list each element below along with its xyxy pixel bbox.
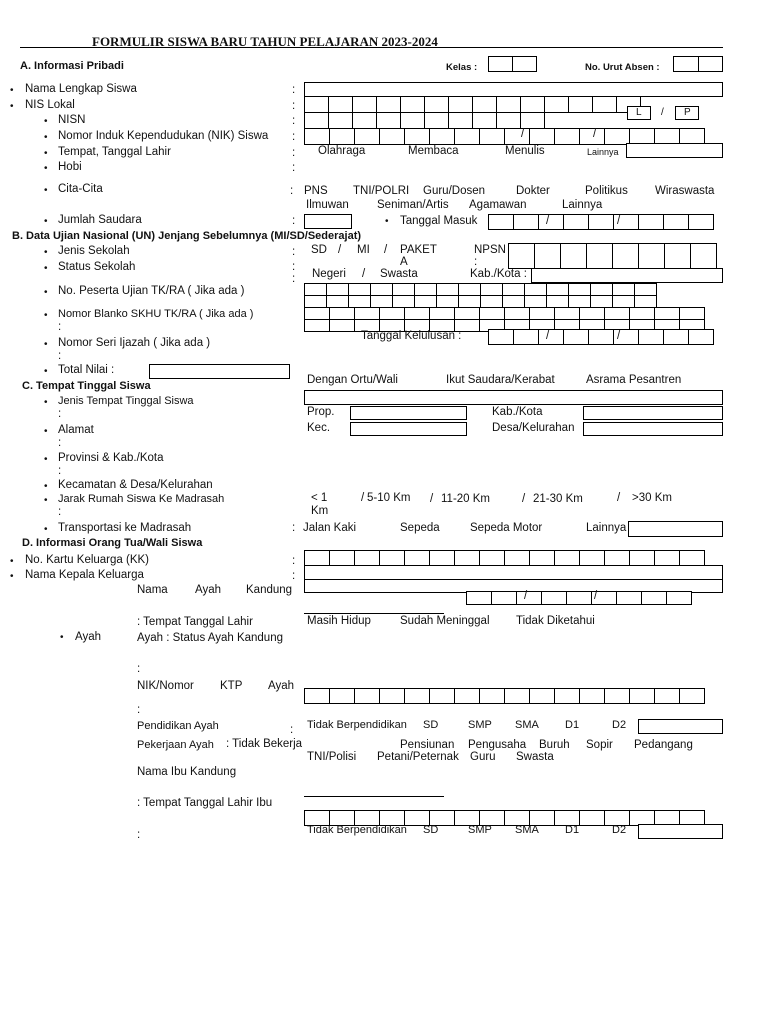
box-cell[interactable] <box>328 112 353 129</box>
kerja-opt-guru[interactable]: Guru <box>470 751 496 763</box>
box-cell[interactable] <box>429 550 455 566</box>
box-cell[interactable] <box>520 112 545 129</box>
total-nilai-input[interactable] <box>149 364 290 379</box>
cita-opt-guru[interactable]: Guru/Dosen <box>423 185 486 197</box>
ttl-label: Tempat, Tanggal Lahir <box>58 146 171 158</box>
colon: : <box>292 522 296 534</box>
desa-input[interactable] <box>583 422 723 436</box>
box-cell[interactable] <box>472 96 497 113</box>
kecamatan-label: Kecamatan & Desa/Kelurahan <box>58 479 213 491</box>
box-cell[interactable] <box>612 243 639 269</box>
kerja-opt-buruh[interactable]: Buruh <box>539 739 570 751</box>
box-cell[interactable] <box>666 591 692 605</box>
box-cell[interactable] <box>544 96 569 113</box>
jarak-opt-2[interactable]: 5-10 Km <box>367 492 411 504</box>
box-cell[interactable] <box>354 128 380 145</box>
colon: : <box>58 350 62 362</box>
box-cell[interactable] <box>588 329 614 345</box>
box-cell[interactable] <box>638 329 664 345</box>
bullet: • <box>44 310 48 321</box>
colon: : <box>292 100 296 112</box>
no-blanko-label: Nomor Blanko SKHU TK/RA ( Jika ada ) <box>58 308 254 320</box>
bullet: • <box>44 524 48 535</box>
jarak-opt-1-km[interactable]: Km <box>311 505 329 517</box>
box-cell[interactable] <box>513 214 539 230</box>
slash: / <box>521 128 525 140</box>
tidak-bekerja-opt[interactable]: : Tidak Bekerja <box>226 738 303 750</box>
box-cell[interactable] <box>488 214 514 230</box>
bullet: • <box>44 247 48 258</box>
section-d-heading: D. Informasi Orang Tua/Wali Siswa <box>22 537 203 549</box>
box-cell[interactable] <box>663 214 689 230</box>
hobi-opt-lainnya[interactable]: Lainnya <box>587 147 619 157</box>
trans-lainnya-input[interactable] <box>628 521 723 537</box>
prop-label: Prop. <box>307 406 335 418</box>
ayah-label: Ayah <box>75 631 102 643</box>
gender-l-label: L <box>636 107 642 118</box>
slash: / <box>361 492 365 504</box>
box-cell[interactable] <box>404 128 430 145</box>
provinsi-label: Provinsi & Kab./Kota <box>58 452 164 464</box>
ibu-tempat-line[interactable] <box>304 796 444 797</box>
kerja-opt-pensiunan[interactable]: Pensiunan <box>400 739 455 751</box>
bullet: • <box>44 454 48 465</box>
box-cell[interactable] <box>448 112 473 129</box>
box-cell[interactable] <box>588 214 614 230</box>
box-cell[interactable] <box>329 319 355 332</box>
box-cell[interactable] <box>429 688 455 704</box>
bullet: • <box>44 495 48 506</box>
box-cell[interactable] <box>304 319 330 332</box>
colon: : <box>292 131 296 143</box>
gender-p-label: P <box>684 107 691 118</box>
box-cell[interactable] <box>534 243 561 269</box>
colon: : <box>58 321 62 333</box>
pend-ibu-opt-sma[interactable]: SMA <box>515 824 539 836</box>
kerja-opt-petani[interactable]: Petani/Peternak <box>377 751 459 763</box>
tanggal-kelulusan-label: Tanggal Kelulusan : <box>361 330 462 342</box>
colon: : <box>292 162 296 174</box>
hobi-opt-menulis[interactable]: Menulis <box>505 145 545 157</box>
nisn-label: NISN <box>58 114 86 126</box>
box-cell[interactable] <box>638 243 665 269</box>
transportasi-label: Transportasi ke Madrasah <box>58 522 192 534</box>
prop-input[interactable] <box>350 406 467 420</box>
bullet: • <box>44 216 48 227</box>
box-cell[interactable] <box>496 96 521 113</box>
bullet: • <box>44 163 48 174</box>
kec-input[interactable] <box>350 422 467 436</box>
bullet: • <box>44 185 48 196</box>
box-cell[interactable] <box>400 112 425 129</box>
jumlah-saudara-input[interactable] <box>304 214 352 229</box>
kec-label: Kec. <box>307 422 331 434</box>
slash: / <box>617 492 621 504</box>
nik-ayah-w3: Ayah <box>268 680 295 692</box>
box-cell[interactable] <box>654 550 680 566</box>
cita-opt-agamawan[interactable]: Agamawan <box>469 199 527 211</box>
box-cell[interactable] <box>488 329 514 345</box>
jarak-label: Jarak Rumah Siswa Ke Madrasah <box>58 493 225 505</box>
box-cell[interactable] <box>586 243 613 269</box>
box-cell[interactable] <box>629 688 655 704</box>
box-cell[interactable] <box>376 96 401 113</box>
no-urut-label: No. Urut Absen : <box>585 62 660 73</box>
colon: : <box>292 570 296 582</box>
no-kk-label: No. Kartu Keluarga (KK) <box>25 554 150 566</box>
box-cell[interactable] <box>566 591 592 605</box>
slash: / <box>384 244 388 256</box>
alamat-input[interactable] <box>304 390 723 405</box>
page-title: FORMULIR SISWA BARU TAHUN PELAJARAN 2023-2024 <box>92 34 438 49</box>
box-cell[interactable] <box>664 243 691 269</box>
box-cell[interactable] <box>604 688 630 704</box>
colon: : <box>58 506 62 518</box>
absen-box-2[interactable] <box>698 56 723 72</box>
colon: : <box>292 147 296 159</box>
jarak-opt-1[interactable]: < 1 <box>311 492 328 504</box>
kerja-opt-pengusaha[interactable]: Pengusaha <box>468 739 527 751</box>
section-c-heading: C. Tempat Tinggal Siswa <box>22 380 151 392</box>
kelas-box-1[interactable] <box>488 56 513 72</box>
box-cell[interactable] <box>379 128 405 145</box>
kepala-label: Nama Kepala Keluarga <box>25 569 144 581</box>
box-cell[interactable] <box>516 591 542 605</box>
box-cell[interactable] <box>329 128 355 145</box>
cita-opt-tni[interactable]: TNI/POLRI <box>353 185 410 197</box>
jumlah-saudara-label: Jumlah Saudara <box>58 214 142 226</box>
bullet: • <box>385 216 389 227</box>
box-cell[interactable] <box>328 96 353 113</box>
colon: : <box>58 437 62 449</box>
box-cell[interactable] <box>529 688 555 704</box>
colon: : <box>58 408 62 420</box>
bullet: • <box>10 571 14 582</box>
box-cell[interactable] <box>513 329 539 345</box>
slash: / <box>546 330 550 342</box>
desa-label: Desa/Kelurahan <box>492 422 575 434</box>
ayah-tempat-line[interactable] <box>304 613 444 614</box>
pend-ayah-opt-d2[interactable]: D2 <box>612 719 627 731</box>
slash: / <box>362 268 366 280</box>
box-cell[interactable] <box>424 96 449 113</box>
box-cell[interactable] <box>491 591 517 605</box>
cita-opt-politikus[interactable]: Politikus <box>585 185 628 197</box>
bullet: • <box>44 132 48 143</box>
box-cell[interactable] <box>579 810 605 826</box>
box-cell[interactable] <box>352 96 377 113</box>
box-cell[interactable] <box>616 591 642 605</box>
nama-input[interactable] <box>304 82 723 97</box>
colon: : <box>292 246 296 258</box>
box-cell[interactable] <box>554 550 580 566</box>
box-cell[interactable] <box>538 214 564 230</box>
pend-ibu-opt-d1[interactable]: D1 <box>565 824 580 836</box>
tinggal-opt-saudara[interactable]: Ikut Saudara/Kerabat <box>446 374 555 386</box>
box-cell[interactable] <box>352 112 377 129</box>
nama-ayah-w3: Kandung <box>246 584 293 596</box>
colon: : <box>137 704 141 716</box>
colon: : <box>137 829 141 841</box>
box-cell[interactable] <box>479 550 505 566</box>
bullet: • <box>44 263 48 274</box>
no-peserta-label: No. Peserta Ujian TK/RA ( Jika ada ) <box>58 285 245 297</box>
colon: : <box>58 465 62 477</box>
box-cell[interactable] <box>329 688 355 704</box>
cita-opt-wiraswasta[interactable]: Wiraswasta <box>655 185 715 197</box>
nama-ayah-w1: Nama <box>137 584 168 596</box>
bullet: • <box>44 287 48 298</box>
cita-opt-ilmuwan[interactable]: Ilmuwan <box>306 199 349 211</box>
bullet: • <box>10 556 14 567</box>
trans-opt-sepeda[interactable]: Sepeda <box>400 522 440 534</box>
section-a-heading: A. Informasi Pribadi <box>20 60 124 72</box>
trans-opt-jalan[interactable]: Jalan Kaki <box>303 522 357 534</box>
bullet: • <box>10 101 14 112</box>
box-cell[interactable] <box>479 128 505 145</box>
bullet: • <box>44 397 48 408</box>
kabkota-input[interactable] <box>531 268 723 283</box>
kelas-box-2[interactable] <box>512 56 537 72</box>
box-cell[interactable] <box>466 591 492 605</box>
slash: / <box>430 493 434 505</box>
bullet: • <box>44 481 48 492</box>
tinggal-opt-asrama[interactable]: Asrama Pesantren <box>586 374 682 386</box>
box-cell[interactable] <box>688 214 714 230</box>
alamat-label: Alamat <box>58 424 94 436</box>
total-nilai-label: Total Nilai : <box>58 364 115 376</box>
trans-opt-motor[interactable]: Sepeda Motor <box>470 522 543 534</box>
pend-ibu-opt-sd[interactable]: SD <box>423 824 439 836</box>
status-opt-meninggal[interactable]: Sudah Meninggal <box>400 615 490 627</box>
bullet: • <box>44 366 48 377</box>
kerja-opt-tni[interactable]: TNI/Polisi <box>307 751 357 763</box>
box-cell[interactable] <box>579 550 605 566</box>
colon: : <box>292 273 296 285</box>
box-cell[interactable] <box>429 128 455 145</box>
box-cell[interactable] <box>604 550 630 566</box>
colon: : <box>292 555 296 567</box>
box-cell[interactable] <box>629 550 655 566</box>
box-cell[interactable] <box>579 128 605 145</box>
bullet: • <box>44 339 48 350</box>
hobi-opt-olahraga[interactable]: Olahraga <box>318 145 366 157</box>
jenis-sekolah-label: Jenis Sekolah <box>58 245 130 257</box>
colon: : <box>292 84 296 96</box>
tempat-ayah-label: : Tempat Tanggal Lahir <box>137 616 253 628</box>
kepala-input[interactable] <box>304 565 723 580</box>
slash: / <box>661 107 664 118</box>
box-cell[interactable] <box>354 688 380 704</box>
trans-opt-lainnya[interactable]: Lainnya <box>586 522 627 534</box>
nama-ibu-label: Nama Ibu Kandung <box>137 766 237 778</box>
nama-ayah-w2: Ayah <box>195 584 222 596</box>
box-cell[interactable] <box>679 550 705 566</box>
box-cell[interactable] <box>679 688 705 704</box>
box-cell[interactable] <box>563 329 589 345</box>
box-cell[interactable] <box>529 550 555 566</box>
box-cell[interactable] <box>592 96 617 113</box>
box-cell[interactable] <box>496 112 521 129</box>
kelas-label: Kelas : <box>446 62 478 73</box>
box-cell[interactable] <box>508 243 535 269</box>
box-cell[interactable] <box>654 688 680 704</box>
box-cell[interactable] <box>376 112 401 129</box>
nik-ayah-w1: NIK/Nomor <box>137 680 194 692</box>
box-cell[interactable] <box>354 550 380 566</box>
box-cell[interactable] <box>304 128 330 145</box>
jarak-opt-3[interactable]: 11-20 Km <box>441 493 491 505</box>
cita-opt-dokter[interactable]: Dokter <box>516 185 550 197</box>
box-cell[interactable] <box>379 688 405 704</box>
kabkota-label: Kab./Kota : <box>470 268 527 280</box>
jenis-opt-sd[interactable]: SD <box>311 244 327 256</box>
colon: : <box>290 724 294 736</box>
colon: : <box>292 215 296 227</box>
pend-ibu-input[interactable] <box>638 824 723 839</box>
status-opt-negeri[interactable]: Negeri <box>312 268 346 280</box>
box-cell[interactable] <box>688 329 714 345</box>
box-cell[interactable] <box>529 128 555 145</box>
slash: / <box>617 330 621 342</box>
box-cell[interactable] <box>404 688 430 704</box>
jenis-tempat-label: Jenis Tempat Tinggal Siswa <box>58 395 194 407</box>
kerja-opt-pedangang[interactable]: Pedangang <box>634 739 693 751</box>
box-cell[interactable] <box>563 214 589 230</box>
box-cell[interactable] <box>579 688 605 704</box>
box-cell[interactable] <box>454 550 480 566</box>
colon: : <box>137 663 141 675</box>
box-cell[interactable] <box>504 688 530 704</box>
status-opt-tidak-tahu[interactable]: Tidak Diketahui <box>516 615 595 627</box>
jenis-opt-paket[interactable]: PAKET <box>400 244 437 256</box>
bullet: • <box>60 632 64 643</box>
npsn-label: NPSN <box>474 244 506 256</box>
box-cell[interactable] <box>404 550 430 566</box>
status-ayah-label: Ayah : Status Ayah Kandung <box>137 632 283 644</box>
jarak-opt-5[interactable]: >30 Km <box>632 492 672 504</box>
box-cell[interactable] <box>638 214 664 230</box>
pendidikan-ayah-label: Pendidikan Ayah <box>137 720 219 732</box>
no-ijazah-label: Nomor Seri Ijazah ( Jika ada ) <box>58 337 211 349</box>
box-cell[interactable] <box>520 96 545 113</box>
box-cell[interactable] <box>304 96 329 113</box>
nik-label: Nomor Induk Kependudukan (NIK) Siswa <box>58 130 269 142</box>
tempat-ibu-label: : Tempat Tanggal Lahir Ibu <box>137 797 273 809</box>
colon: : <box>292 261 296 273</box>
slash: / <box>594 590 598 602</box>
box-cell[interactable] <box>538 329 564 345</box>
box-cell[interactable] <box>641 591 667 605</box>
pekerjaan-ayah-label: Pekerjaan Ayah <box>137 739 214 751</box>
pend-ayah-opt-sma[interactable]: SMA <box>515 719 539 731</box>
box-cell[interactable] <box>554 688 580 704</box>
title-underline <box>20 47 723 48</box>
pend-ayah-opt-sd[interactable]: SD <box>423 719 439 731</box>
pend-ayah-opt-smp[interactable]: SMP <box>468 719 492 731</box>
tinggal-opt-ortu[interactable]: Dengan Ortu/Wali <box>307 374 398 386</box>
box-cell[interactable] <box>304 112 329 129</box>
kerja-opt-sopir[interactable]: Sopir <box>586 739 613 751</box>
slash: / <box>546 215 550 227</box>
cita-opt-pns[interactable]: PNS <box>304 185 328 197</box>
nama-label: Nama Lengkap Siswa <box>25 83 137 95</box>
box-cell[interactable] <box>448 96 473 113</box>
box-cell[interactable] <box>479 688 505 704</box>
section-b-heading: B. Data Ujian Nasional (UN) Jenjang Sebelumnya (MI/SD/Sederajat) <box>12 230 362 242</box>
box-cell[interactable] <box>690 243 717 269</box>
pend-ayah-opt-tidak[interactable]: Tidak Berpendidikan <box>307 719 407 731</box>
pend-ibu-opt-d2[interactable]: D2 <box>612 824 627 836</box>
status-sekolah-label: Status Sekolah <box>58 261 136 273</box>
box-cell[interactable] <box>304 550 330 566</box>
slash: / <box>593 128 597 140</box>
box-cell[interactable] <box>379 550 405 566</box>
box-cell[interactable] <box>454 688 480 704</box>
hobi-opt-membaca[interactable]: Membaca <box>408 145 459 157</box>
cita-opt-seniman[interactable]: Seniman/Artis <box>377 199 449 211</box>
status-opt-swasta[interactable]: Swasta <box>380 268 418 280</box>
pend-ibu-opt-smp[interactable]: SMP <box>468 824 492 836</box>
box-cell[interactable] <box>663 329 689 345</box>
pend-ayah-opt-d1[interactable]: D1 <box>565 719 580 731</box>
colon: : <box>290 185 294 197</box>
cita-opt-lainnya[interactable]: Lainnya <box>562 199 603 211</box>
box-cell[interactable] <box>504 550 530 566</box>
slash: / <box>524 590 528 602</box>
bullet: • <box>10 85 14 96</box>
box-cell[interactable] <box>554 128 580 145</box>
box-cell[interactable] <box>400 96 425 113</box>
box-cell[interactable] <box>504 128 530 145</box>
hobi-label: Hobi <box>58 161 82 173</box>
pend-ibu-opt-tidak[interactable]: Tidak Berpendidikan <box>307 824 407 836</box>
status-opt-hidup[interactable]: Masih Hidup <box>307 615 371 627</box>
box-cell[interactable] <box>329 550 355 566</box>
bullet: • <box>44 426 48 437</box>
nis-lokal-label: NIS Lokal <box>25 99 75 111</box>
jenis-opt-mi[interactable]: MI <box>357 244 370 256</box>
colon: : <box>292 115 296 127</box>
box-cell[interactable] <box>568 96 593 113</box>
cita-label: Cita-Cita <box>58 183 103 195</box>
box-cell[interactable] <box>454 128 480 145</box>
kabkota-c-input[interactable] <box>583 406 723 420</box>
absen-box-1[interactable] <box>673 56 699 72</box>
kerja-opt-swasta[interactable]: Swasta <box>516 751 554 763</box>
box-cell[interactable] <box>424 112 449 129</box>
nik-ayah-w2: KTP <box>220 680 243 692</box>
colon: : <box>474 256 478 268</box>
box-cell[interactable] <box>560 243 587 269</box>
box-cell[interactable] <box>472 112 497 129</box>
slash: / <box>617 215 621 227</box>
tanggal-masuk-label: Tanggal Masuk <box>400 215 478 227</box>
box-cell[interactable] <box>541 591 567 605</box>
slash: / <box>522 493 526 505</box>
pend-ayah-input[interactable] <box>638 719 723 734</box>
box-cell[interactable] <box>304 688 330 704</box>
jenis-opt-paket-a[interactable]: A <box>400 256 408 268</box>
hobi-lainnya-input[interactable] <box>626 143 723 158</box>
bullet: • <box>44 116 48 127</box>
slash: / <box>338 244 342 256</box>
bullet: • <box>44 148 48 159</box>
jarak-opt-4[interactable]: 21-30 Km <box>533 493 583 505</box>
kabkota-c-label: Kab./Kota <box>492 406 543 418</box>
